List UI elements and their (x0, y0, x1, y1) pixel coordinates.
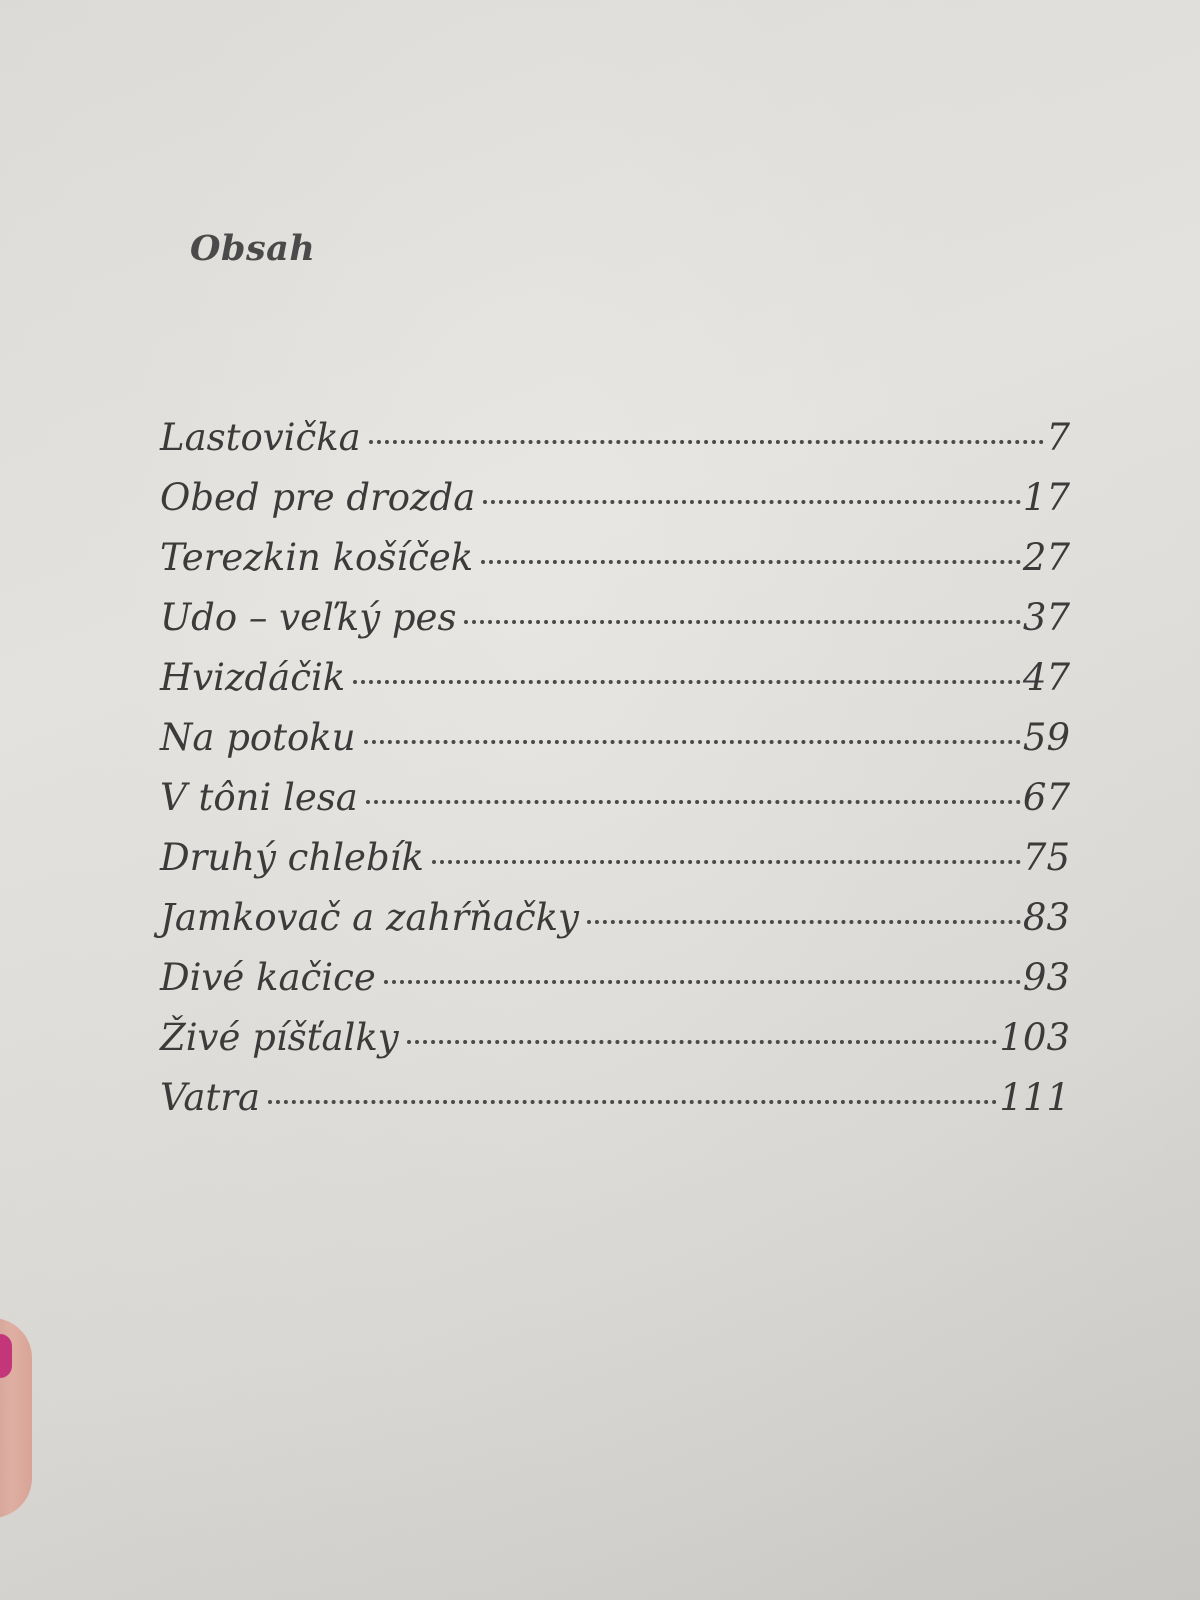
dot-leader (384, 980, 1021, 984)
dot-leader (432, 860, 1021, 864)
dot-leader (364, 740, 1021, 744)
toc-entry-title: Hvizdáčik (160, 656, 346, 699)
toc-entry-title: Divé kačice (160, 956, 376, 999)
toc-row (160, 1008, 1070, 1068)
toc-page-number: 67 (1022, 776, 1070, 819)
toc-page-number: 27 (1022, 536, 1070, 579)
toc-page-number: 47 (1022, 656, 1070, 699)
toc-entry-title: Lastovička (160, 416, 361, 459)
toc-page-number: 7 (1046, 416, 1070, 459)
toc-row (160, 588, 1070, 648)
toc-page-number: 83 (1022, 896, 1070, 939)
toc-page-number: 75 (1022, 836, 1070, 879)
toc-page-number: 93 (1022, 956, 1070, 999)
toc-entry-title: V tôni lesa (160, 776, 358, 819)
toc-entry-title: Obed pre drozda (160, 476, 476, 519)
toc-row (160, 468, 1070, 528)
toc-entry-title: Jamkovač a zahŕňačky (160, 896, 579, 939)
toc-row (160, 948, 1070, 1008)
dot-leader (481, 560, 1021, 564)
toc-page-number: 111 (999, 1076, 1070, 1119)
dot-leader (464, 620, 1020, 624)
toc-row (160, 528, 1070, 588)
dot-leader (369, 440, 1045, 444)
dot-leader (483, 500, 1021, 504)
toc-row (160, 648, 1070, 708)
toc-row (160, 1068, 1070, 1128)
toc-row (160, 888, 1070, 948)
toc-row (160, 768, 1070, 828)
dot-leader (587, 920, 1021, 924)
toc-entry-title: Vatra (160, 1076, 260, 1119)
dot-leader (353, 680, 1021, 684)
dot-leader (407, 1040, 998, 1044)
toc-entry-title: Druhý chlebík (160, 836, 424, 879)
dot-leader (268, 1100, 997, 1104)
toc-entry-title: Terezkin košíček (160, 536, 474, 579)
toc-entry-title: Na potoku (160, 716, 356, 759)
toc-row (160, 828, 1070, 888)
toc-entry-title: Udo – veľký pes (160, 596, 457, 639)
toc-entry-title: Živé píšťalky (160, 1016, 399, 1059)
toc-list (160, 408, 1070, 1128)
fingernail (0, 1334, 12, 1378)
toc-heading: Obsah (190, 228, 316, 269)
toc-row (160, 408, 1070, 468)
toc-page-number: 37 (1022, 596, 1070, 639)
toc-page-number: 103 (999, 1016, 1070, 1059)
toc-page-number: 17 (1022, 476, 1070, 519)
toc-row (160, 708, 1070, 768)
toc-page-number: 59 (1022, 716, 1070, 759)
dot-leader (366, 800, 1021, 804)
